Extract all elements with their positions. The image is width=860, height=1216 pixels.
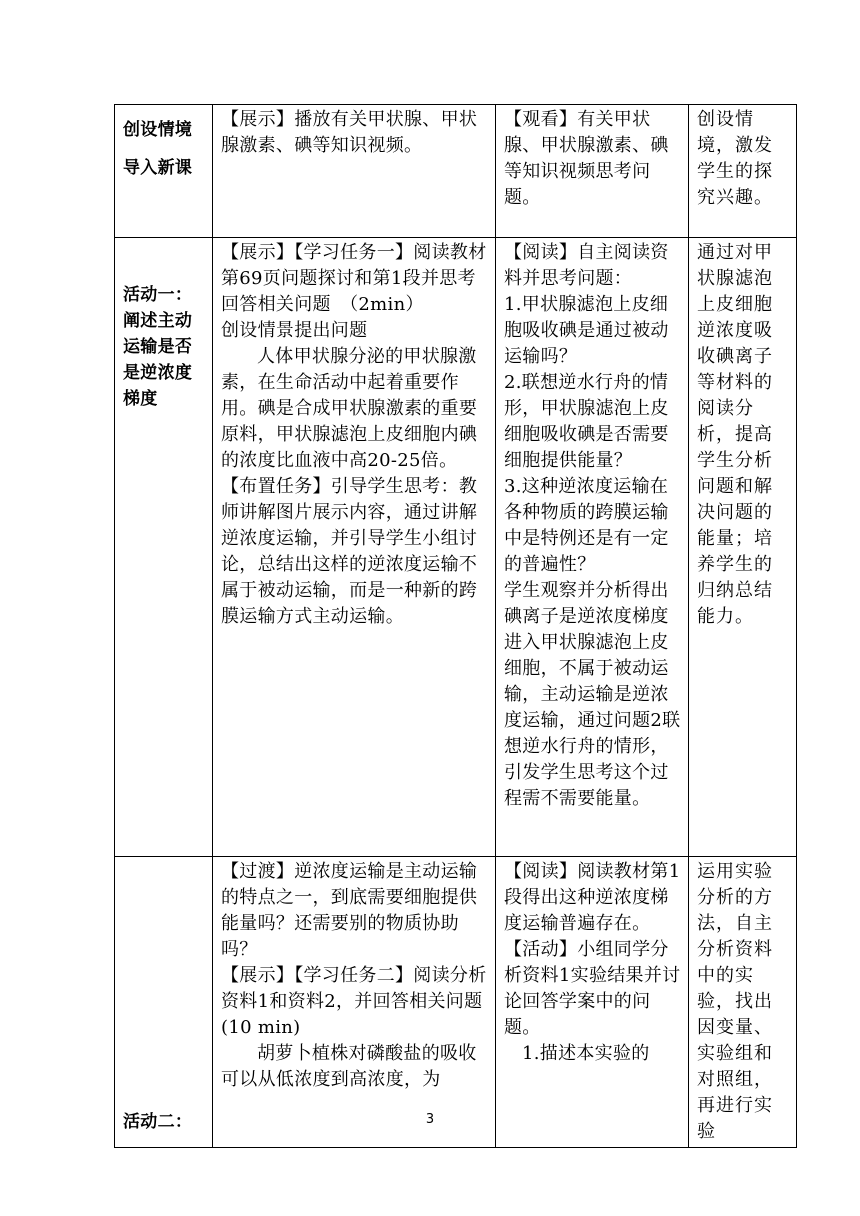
lesson-plan-table xyxy=(114,104,797,1148)
stage-line: 运输是否 xyxy=(123,337,193,357)
design-intent-cell xyxy=(689,857,797,1148)
stage-line: 导入新课 xyxy=(123,158,193,178)
teacher-paragraph: 【展示】【学习任务二】阅读分析资料1和资料2，并回答相关问题(10 min) xyxy=(221,965,487,1038)
stage-line: 梯度 xyxy=(123,389,158,409)
student-paragraph: 【阅读】自主阅读资料并思考问题： xyxy=(504,242,669,289)
teacher-paragraph: 【布置任务】引导学生思考：教师讲解图片展示内容，通过讲解逆浓度运输，并引导学生小组讨论，总结出这样的逆浓度运输不属于被动运输，而是一种新的跨膜运输方式主动运输。 xyxy=(221,476,478,627)
stage-cell xyxy=(115,857,213,1148)
teacher-paragraph: 胡萝卜植株对磷酸盐的吸收可以从低浓度到高浓度，为 xyxy=(221,1043,477,1090)
student-paragraph: 【活动】小组同学分析资料1实验结果并讨论回答学案中的问题。 xyxy=(504,939,681,1038)
table-row xyxy=(115,105,797,238)
stage-line: 活动二： xyxy=(123,1112,193,1132)
stage-line: 创设情境 xyxy=(123,120,193,140)
student-activity-cell xyxy=(496,105,689,238)
table-row xyxy=(115,238,797,857)
teacher-paragraph: 【过渡】逆浓度运输是主动运输的特点之一，到底需要细胞提供能量吗？还需要别的物质协助吗？ xyxy=(221,861,478,960)
student-paragraph: 3.这种逆浓度运输在各种物质的跨膜运输中是特例还是有一定的普遍性？ xyxy=(504,476,669,575)
student-paragraph: 学生观察并分析得出碘离子是逆浓度梯度进入甲状腺滤泡上皮细胞，不属于被动运输，主动运输是逆浓度运输，通过问题2联想逆水行舟的情形，引发学生思考这个过程需不需要能量。 xyxy=(504,580,681,809)
teacher-paragraph: 创设情景提出问题 xyxy=(221,320,368,341)
intent-paragraph: 通过对甲状腺滤泡上皮细胞逆浓度吸收碘离子等材料的阅读分析，提高学生分析问题和解决问题的能量；培养学生的归纳总结能力。 xyxy=(697,242,773,627)
intent-paragraph: 创设情境，激发学生的探究兴趣。 xyxy=(697,109,773,208)
teacher-paragraph: 人体甲状腺分泌的甲状腺激素，在生命活动中起着重要作用。碘是合成甲状腺激素的重要原料，甲状腺滤泡上皮细胞内碘的浓度比血液中高20-25倍。 xyxy=(221,346,478,471)
teacher-paragraph: 【展示】【学习任务一】阅读教材第69页问题探讨和第1段并思考回答相关问题 （2min） xyxy=(221,242,487,315)
student-paragraph: 【阅读】阅读教材第1段得出这种逆浓度梯度运输普遍存在。 xyxy=(504,861,681,934)
teacher-paragraph: 【展示】播放有关甲状腺、甲状腺激素、碘等知识视频。 xyxy=(221,109,478,156)
intent-paragraph: 运用实验分析的方法，自主分析资料中的实验，找出因变量、实验组和对照组，再进行实验 xyxy=(697,861,773,1142)
stage-cell xyxy=(115,238,213,857)
design-intent-cell xyxy=(689,238,797,857)
student-activity-cell xyxy=(496,857,689,1148)
stage-line: 阐述主动 xyxy=(123,311,193,331)
stage-cell xyxy=(115,105,213,238)
student-paragraph: 【观看】有关甲状腺、甲状腺激素、碘等知识视频思考问题。 xyxy=(504,109,669,208)
teacher-activity-cell xyxy=(213,238,496,857)
teacher-activity-cell xyxy=(213,857,496,1148)
student-activity-cell xyxy=(496,238,689,857)
stage-line: 活动一： xyxy=(123,285,193,305)
student-paragraph: 1.甲状腺滤泡上皮细胞吸收碘是通过被动运输吗？ xyxy=(504,294,669,367)
page-number: 3 xyxy=(425,1112,435,1127)
student-paragraph: 1.描述本实验的 xyxy=(522,1043,650,1064)
table-row xyxy=(115,857,797,1148)
stage-line: 是逆浓度 xyxy=(123,363,193,383)
design-intent-cell xyxy=(689,105,797,238)
teacher-activity-cell xyxy=(213,105,496,238)
student-paragraph: 2.联想逆水行舟的情形，甲状腺滤泡上皮细胞吸收碘是否需要细胞提供能量？ xyxy=(504,372,669,471)
